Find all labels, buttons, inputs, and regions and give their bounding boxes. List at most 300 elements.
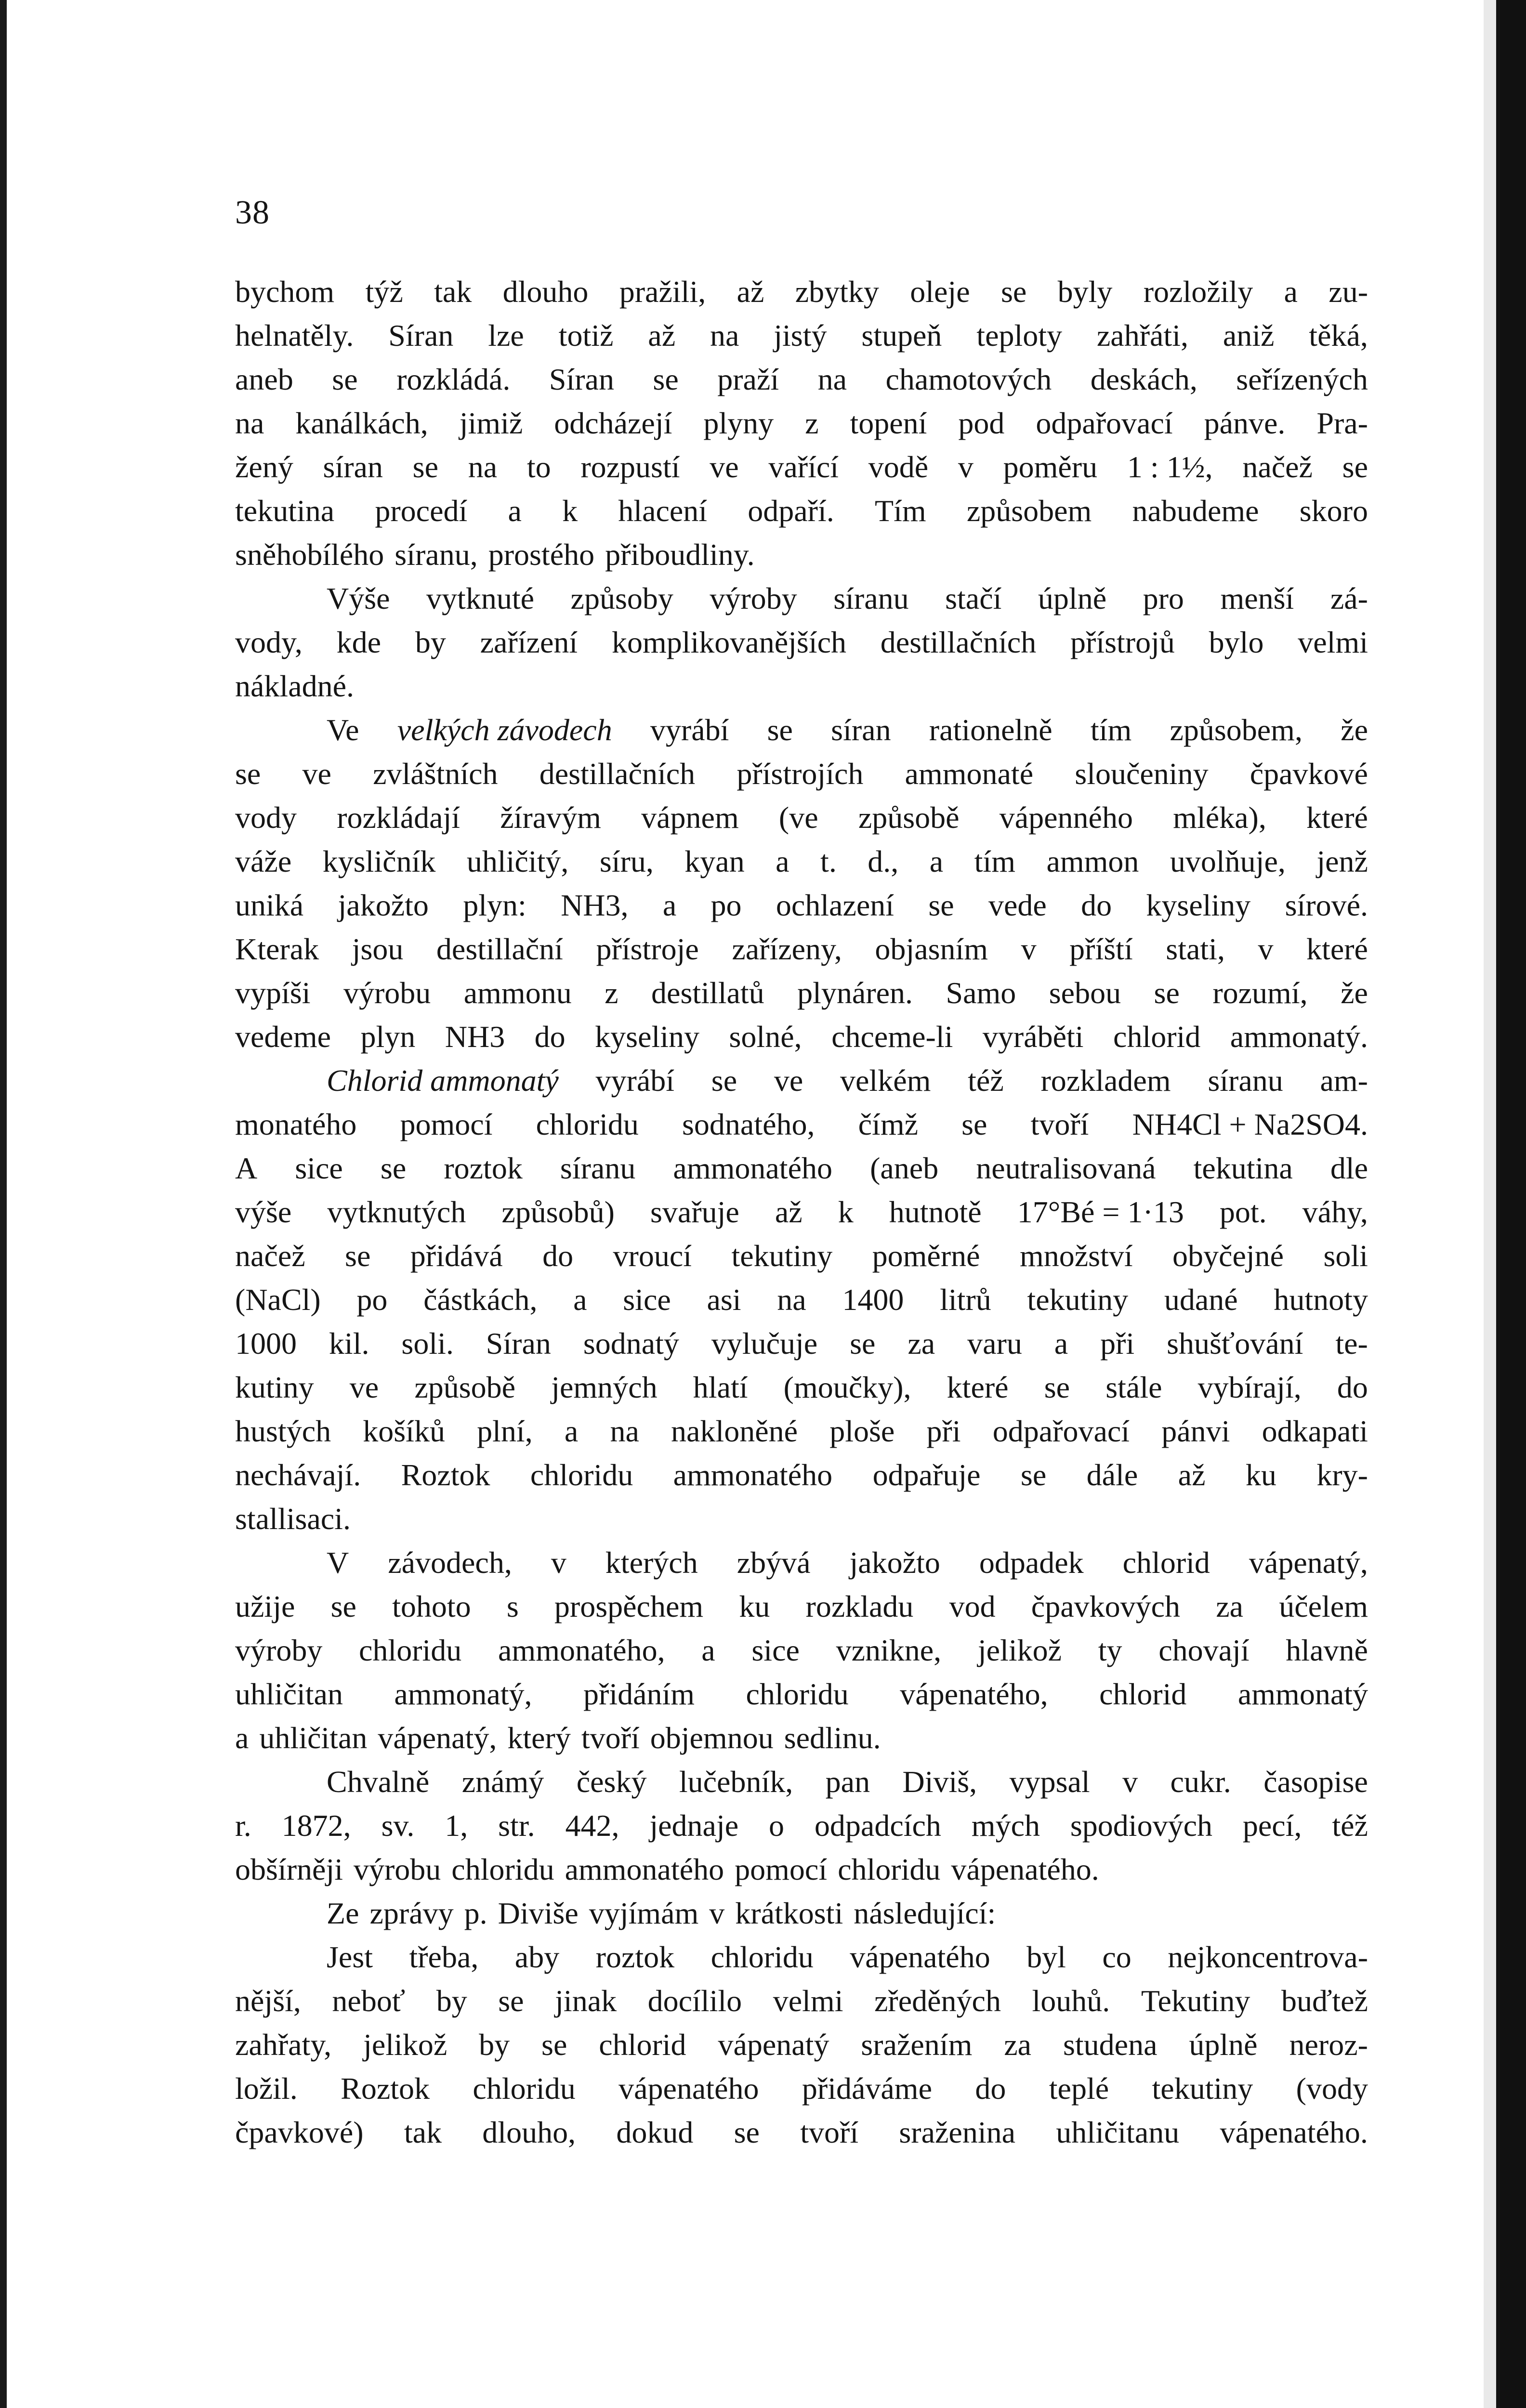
word: kutiny [235,1370,314,1404]
word: a [929,844,944,878]
word: ammonatého [565,1852,724,1886]
word: buďtež [1281,1984,1368,2018]
word: vody, [235,625,303,659]
word: 17°Bé = 1·13 [1017,1195,1184,1229]
word: a [235,1721,249,1755]
word: zu- [1329,275,1368,309]
word: rozložily [1143,275,1253,309]
word: se [1342,450,1368,484]
word: helnatěly. [235,318,354,353]
word: destillatů [651,976,764,1010]
word: destillační [436,932,563,966]
scan-edge-right [1496,0,1526,2408]
word: chloridu [451,1852,554,1886]
word: sice [295,1151,343,1185]
word: jistý [774,318,827,353]
text-line [235,664,1368,708]
word: zařízení [480,625,578,659]
text-line [235,533,1368,576]
word: velkém [840,1063,931,1098]
text-line [235,1891,1368,1935]
text-line [235,270,1368,314]
word: přidáním [583,1677,695,1711]
word: kterých [605,1545,698,1580]
word: těká, [1309,318,1368,353]
word: na [777,1283,806,1317]
text-line [235,1015,1368,1059]
word: Roztok [401,1458,490,1492]
text-line [235,1365,1368,1409]
word: Síran [388,318,454,353]
scan-edge-right-gap [1484,0,1496,2408]
text-line [235,576,1368,620]
word: vroucí [613,1239,692,1273]
word: pecí, [1242,1808,1302,1843]
text-line [235,1847,1368,1891]
word: o [769,1808,785,1843]
word: rozkladu [805,1589,914,1623]
word: byly [1057,275,1113,309]
word: vápnem [641,800,739,835]
word: které [947,1370,1009,1404]
word: chlorid [599,2028,686,2062]
word: Chlorid ammonatý [327,1063,559,1098]
word: plní, [477,1414,533,1448]
word: spodiových [1070,1808,1212,1843]
word: dokud [616,2115,694,2149]
word: neroz- [1289,2028,1368,2062]
word: odpařovací [992,1414,1130,1448]
word: odpaří. [748,494,834,528]
word: a [1284,275,1298,309]
word: 1000 [235,1326,297,1361]
word: destillačních [880,625,1037,659]
word: aneb [235,362,293,396]
word: zvláštních [373,757,498,791]
word: destillačních [539,757,696,791]
word: síran [323,450,383,484]
word: jemných [551,1370,658,1404]
word: tvoří [800,2115,859,2149]
word: Pra- [1316,406,1368,440]
word: chloridu [530,1458,633,1492]
word: až [1178,1458,1206,1492]
text-line [235,1716,1368,1760]
word: dlouho, [482,2115,576,2149]
word: způsobů) [501,1195,615,1229]
word: dle [1330,1151,1368,1185]
word: soli. [401,1326,454,1361]
word: způsoby [570,581,673,615]
word: pánve. [1204,406,1286,440]
word: bylo [1209,625,1264,659]
word: pomocí [735,1852,828,1886]
word: tekutiny [1152,2071,1253,2106]
text-line [235,1278,1368,1322]
word: stallisaci. [235,1502,351,1536]
word: poměru [1003,450,1098,484]
word: až [775,1195,802,1229]
word: stačí [945,581,1002,615]
word: do [534,1020,566,1054]
word: plyn: [463,888,526,922]
word: Kterak [235,932,319,966]
word: plynáren. [797,976,913,1010]
word: kysličník [322,844,436,878]
word: rozpustí [580,450,680,484]
word: se [767,713,793,747]
word: se [653,362,679,396]
text-line [235,401,1368,445]
word: vodě [868,450,929,484]
word: rozkladem [1040,1063,1171,1098]
word: 1, [445,1808,468,1843]
word: vápenatého. [951,1852,1099,1886]
word: tak [404,2115,442,2149]
word: svařuje [650,1195,739,1229]
word: stati, [1166,932,1225,966]
word: nější, [235,1984,301,2018]
word: vybírají, [1197,1370,1302,1404]
text-line [235,708,1368,752]
word: tvoří [1030,1107,1089,1141]
word: a [776,844,789,878]
word: přístrojích [737,757,864,791]
word: sice [623,1283,671,1317]
word: ammonatého [673,1458,833,1492]
word: lučebník, [679,1765,793,1799]
word: vyráběti [982,1020,1084,1054]
word: ammonatého [673,1151,832,1185]
word: deskách, [1090,362,1197,396]
word: vápenatého. [1220,2115,1368,2149]
word: ku [739,1589,770,1623]
text-line [235,314,1368,357]
word: vznikne, [836,1633,942,1667]
word: kyan [684,844,745,878]
word: cukr. [1170,1765,1231,1799]
text-line [235,1102,1368,1146]
word: síranu [833,581,909,615]
word: z [605,976,618,1010]
word: tekutina [235,494,335,528]
word: p. [464,1896,487,1930]
word: chloridu [359,1633,462,1667]
word: obyčejné [1172,1239,1284,1273]
text-line [235,1190,1368,1234]
word: komplikovanějších [611,625,846,659]
word: částkách, [423,1283,538,1317]
word: vápenatého [850,1940,990,1974]
word: kyseliny [1146,888,1251,922]
word: ammonatý, [394,1677,532,1711]
word: odkapati [1262,1414,1368,1448]
scan-edge-left [0,0,7,2408]
word: t. [820,844,837,878]
word: by [479,2028,510,2062]
text-line [235,1234,1368,1278]
word: se [380,1151,407,1185]
word: Roztok [341,2071,430,2106]
word: se [332,362,358,396]
word: a [573,1283,587,1317]
text-line [235,1979,1368,2023]
word: shušťování [1167,1326,1303,1361]
word: zahřáti, [1096,318,1188,353]
word: menší [1220,581,1294,615]
word: vařící [768,450,839,484]
word: Samo [946,976,1016,1010]
word: síranu, [395,537,478,572]
word: se [850,1326,876,1361]
word: NH3 [445,1020,505,1054]
word: kil. [329,1326,369,1361]
word: se [498,1984,524,2018]
word: str. [498,1808,535,1843]
word: kde [336,625,382,659]
word: mléka), [1173,800,1266,835]
word: žíravým [500,800,601,835]
word: objasním [875,932,988,966]
word: uniká [235,888,304,922]
word: co [1102,1940,1131,1974]
word: nejkoncentrova- [1168,1940,1368,1974]
text-line [235,927,1368,971]
word: do [1337,1370,1368,1404]
word: ammonatý. [1230,1020,1368,1054]
word: chamotových [885,362,1052,396]
word: hlacení [618,494,708,528]
word: výše [235,1195,292,1229]
word: vápenatý, [378,1721,497,1755]
word: mých [971,1808,1040,1843]
word: týž [365,275,403,309]
word: se [1154,976,1180,1010]
text-line [235,1541,1368,1584]
word: též [1332,1808,1368,1843]
word: že [1341,976,1368,1010]
word: vyrábí [595,1063,675,1098]
text-line [235,839,1368,883]
word: vody [235,800,297,835]
word: to [526,450,551,484]
word: soli [1323,1239,1368,1273]
word: ve [302,757,331,791]
word: pro [1143,581,1184,615]
word: že [1341,713,1368,747]
word: se [541,2028,567,2062]
word: pomocí [400,1107,493,1141]
page-number: 38 [235,194,270,231]
word: ploše [829,1414,895,1448]
body-text [235,270,1368,2154]
word: vod [949,1589,996,1623]
word: plyn [360,1020,416,1054]
word: způsobě [858,800,960,835]
word: odpadek [979,1545,1084,1580]
text-line [235,1453,1368,1497]
word: tak [434,275,472,309]
word: chlorid [1113,1020,1201,1054]
word: aniž [1223,318,1275,353]
word: kyseliny [595,1020,700,1054]
word: am- [1320,1063,1368,1098]
word: vyrábí [650,713,729,747]
word: stupeň [861,318,942,353]
word: jakožto [849,1545,940,1580]
word: chloridu [473,2071,576,2106]
word: NH3, [561,888,629,922]
word: a [564,1414,579,1448]
word: ku [1245,1458,1276,1492]
word: vápenného [999,800,1133,835]
word: jenž [1316,844,1368,878]
word: uhličitan [235,1677,343,1711]
word: na [817,362,847,396]
word: jimiž [459,406,523,440]
word: pražili, [619,275,706,309]
word: na [235,406,264,440]
word: v [1122,1765,1138,1799]
word: oleje [910,275,970,309]
word: velkých závodech [397,713,612,747]
word: váže [235,844,292,878]
word: roztok [444,1151,523,1185]
word: (aneb [870,1151,939,1185]
word: úplně [1189,2028,1258,2062]
word: chlorid [1122,1545,1210,1580]
word: hlavně [1286,1633,1368,1667]
word: 442, [565,1808,619,1843]
word: též [968,1063,1004,1098]
word: při [926,1414,961,1448]
word: příští [1069,932,1133,966]
word: výrobu [353,1852,441,1886]
word: totiž [558,318,614,353]
word: teplé [1049,2071,1109,2106]
word: obšírněji [235,1852,343,1886]
word: ve [349,1370,379,1404]
text-line [235,1059,1368,1102]
word: kanálkách, [295,406,428,440]
word: přidává [410,1239,503,1273]
word: čpavkové [1250,757,1368,791]
word: hutnoty [1274,1283,1368,1317]
word: po [356,1283,388,1317]
word: uhličitý, [466,844,569,878]
word: ve [774,1063,803,1098]
text-line [235,752,1368,796]
word: přiboudliny. [605,537,755,572]
word: v [1021,932,1037,966]
word: po [710,888,742,922]
text-line [235,1628,1368,1672]
word: se [235,757,261,791]
text-line [235,489,1368,533]
word: k [562,494,578,528]
word: vápenatý [718,2028,829,2062]
word: chloridu [746,1677,849,1711]
word: varu [967,1326,1022,1361]
word: pod [958,406,1005,440]
word: stále [1105,1370,1162,1404]
word: v [709,1896,725,1930]
word: chceme-li [831,1020,953,1054]
word: odpadcích [814,1808,941,1843]
word: až [737,275,764,309]
word: se [345,1239,371,1273]
word: lze [488,318,524,353]
word: následující: [854,1896,996,1930]
word: způsobem, [1170,713,1302,747]
text-line [235,2110,1368,2154]
word: rozumí, [1212,976,1308,1010]
word: který [507,1721,571,1755]
word: vytknutých [327,1195,466,1229]
word: jakožto [338,888,429,922]
word: zředěných [874,1984,1001,2018]
word: zahřaty, [235,2028,332,2062]
word: síranu [560,1151,636,1185]
word: z [805,406,819,440]
word: přidáváme [802,2071,932,2106]
word: sraženina [899,2115,1015,2149]
word: roztok [595,1940,675,1974]
word: s [506,1589,519,1623]
word: te- [1335,1326,1368,1361]
word: neutralisovaná [976,1151,1156,1185]
word: nakloněné [671,1414,798,1448]
word: plyny [703,406,774,440]
word: ammonatého, [498,1633,665,1667]
word: rozkládá. [396,362,511,396]
word: způsobem [966,494,1092,528]
word: sebou [1049,976,1121,1010]
word: Jest [327,1940,373,1974]
word: český [576,1765,647,1799]
word: tekutiny [1027,1283,1129,1317]
word: solné, [729,1020,802,1054]
word: docílilo [647,1984,742,2018]
word: rationelně [929,713,1052,747]
word: vápenatý, [1249,1545,1368,1580]
word: uvolňuje, [1170,844,1286,878]
word: skoro [1299,494,1368,528]
text-line [235,1322,1368,1365]
word: které [1306,932,1368,966]
word: dále [1086,1458,1138,1492]
word: do [1081,888,1112,922]
word: hlatí [693,1370,748,1404]
word: udané [1164,1283,1238,1317]
word: louhů. [1032,1984,1110,2018]
word: prospěchem [554,1589,704,1623]
text-line [235,445,1368,489]
text-line [235,1760,1368,1804]
word: sněhobílého [235,537,384,572]
word: na [468,450,498,484]
word: nabudeme [1132,494,1259,528]
word: výroby [710,581,797,615]
word: tvoří [581,1721,640,1755]
word: vedeme [235,1020,331,1054]
word: vápenatého, [900,1677,1048,1711]
word: vypíši [235,976,311,1010]
word: odcházejí [554,406,672,440]
text-line [235,796,1368,839]
word: Chvalně [327,1765,430,1799]
word: ammonatý [1237,1677,1368,1711]
